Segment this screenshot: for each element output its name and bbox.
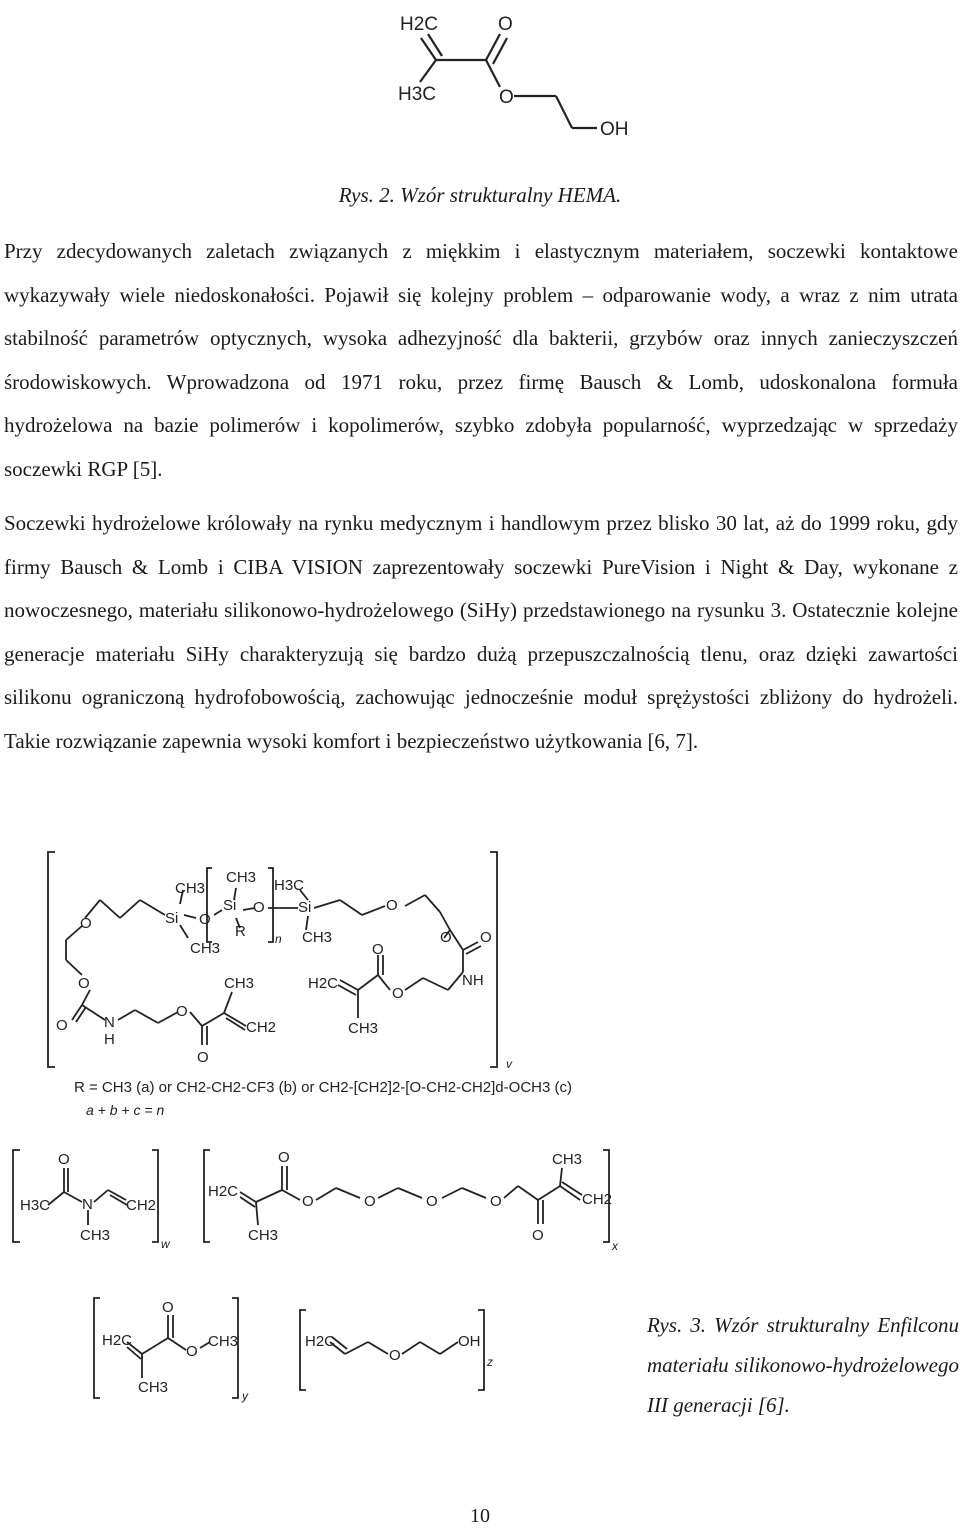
enf-o-label: O <box>389 1347 401 1364</box>
hema-h2c-label: H2C <box>400 14 439 35</box>
hema-structure <box>0 0 960 170</box>
enf-nh-label: NH <box>462 972 484 989</box>
enf-si-label: Si <box>298 899 312 916</box>
enf-ch3-label: CH3 <box>208 1333 239 1350</box>
enf-o-label: O <box>78 975 90 992</box>
enf-ch3-label: CH3 <box>175 880 206 897</box>
enf-h3c-label: H3C <box>20 1197 51 1214</box>
enf-r-label: R <box>235 923 246 940</box>
enf-h3c-label: H3C <box>274 877 305 894</box>
enf-oh-label: OH <box>458 1333 481 1350</box>
enf-subscript-v: v <box>506 1057 512 1071</box>
enf-ch2-label: CH2 <box>246 1019 277 1036</box>
enf-ch3-label: CH3 <box>224 975 255 992</box>
enf-o-label: O <box>80 915 92 932</box>
enf-subscript-w: w <box>161 1237 170 1251</box>
enf-ch3-label: CH3 <box>348 1020 379 1037</box>
enf-subscript-x: x <box>612 1239 618 1253</box>
enf-o-label: O <box>372 941 384 958</box>
enf-legend-line-1: R = CH3 (a) or CH2-CH2-CF3 (b) or CH2-[CH2]2-[O-CH2-CH2]d-OCH3 (c) <box>74 1079 572 1096</box>
page-number: 10 <box>470 1505 490 1527</box>
enf-si-label: Si <box>223 897 237 914</box>
figure-2-caption: Rys. 2. Wzór strukturalny HEMA. <box>338 183 622 207</box>
enf-o-label: O <box>197 1049 209 1066</box>
enf-ch3-label: CH3 <box>80 1227 111 1244</box>
enf-ch3-label: CH3 <box>226 869 257 886</box>
enf-o-label: O <box>440 929 452 946</box>
figure-3-caption: Rys. 3. Wzór strukturalny Enfilconu materiału silikonowo-hydrożelowego III generacji [6]. <box>647 1313 959 1417</box>
enf-ch2-label: CH2 <box>582 1191 613 1208</box>
enf-ch2-label: CH2 <box>126 1197 157 1214</box>
enf-legend-line-2: a + b + c = n <box>86 1102 165 1118</box>
enf-ch3-label: CH3 <box>248 1227 279 1244</box>
enf-o-label: O <box>278 1149 290 1166</box>
enf-n-label: N <box>82 1196 93 1213</box>
enf-o-label: O <box>532 1227 544 1244</box>
enf-h2c-label: H2C <box>102 1332 133 1349</box>
enf-o-label: O <box>176 1003 188 1020</box>
enf-o-label: O <box>162 1299 174 1316</box>
enf-h2c-label: H2C <box>305 1333 336 1350</box>
enf-n-label: N <box>104 1014 115 1031</box>
enf-o-label: O <box>364 1193 376 1210</box>
enf-o-label: O <box>199 911 211 928</box>
enf-o-label: O <box>56 1017 68 1034</box>
hema-carbonyl-o-label: O <box>498 14 513 35</box>
enf-o-label: O <box>392 985 404 1002</box>
hema-oh-label: OH <box>600 119 629 140</box>
enf-o-label: O <box>490 1193 502 1210</box>
enf-o-label: O <box>58 1151 70 1168</box>
enf-o-label: O <box>186 1343 198 1360</box>
enf-si-label: Si <box>165 910 179 927</box>
enf-o-label: O <box>302 1193 314 1210</box>
enf-o-label: O <box>253 899 265 916</box>
enf-subscript-n: n <box>275 932 282 946</box>
enf-ch3-label: CH3 <box>138 1379 169 1396</box>
enf-h2c-label: H2C <box>208 1183 239 1200</box>
enf-ch3-label: CH3 <box>302 929 333 946</box>
paragraph-2: Soczewki hydrożelowe królowały na rynku medycznym i handlowym przez blisko 30 lat, aż do 1999 roku, gdy firmy Bausch & Lomb i CIBA VISION zaprezentowały soczewki PureVision i Night & Day, wykonane z nowoczesnego, materiału silikonowo-hydrożelowego (SiHy) przedstawionego na rysunku 3. Ostatecznie kolejne generacje materiału SiHy charakteryzują się bardzo dużą przepuszczalnością tlenu, oraz dzięki zawartości silikonu ograniczoną hydrofobowością, zachowując jednocześnie moduł sprężystości zbliżony do hydrożeli. Takie rozwiązanie zapewnia wysoki komfort i bezpieczeństwo użytkowania [6, 7]. <box>4 511 958 753</box>
enf-o-label: O <box>480 929 492 946</box>
hema-ester-o-label: O <box>499 87 514 108</box>
paragraph-1: Przy zdecydowanych zaletach związanych z miękkim i elastycznym materiałem, soczewki kontaktowe wykazywały wiele niedoskonałości. Pojawił się kolejny problem – odparowanie wody, a wraz z nim utrata stabilność parametrów optycznych, wysoka adhezyjność dla bakterii, grzybów oraz innych zanieczyszczeń środowiskowych. Wprowadzona od 1971 roku, przez firmę Bausch & Lomb, udoskonalona formuła hydrożelowa na bazie polimerów i kopolimerów, szybko zdobyła popularność, wyprzedzając w sprzedaży soczewki RGP [5]. <box>4 239 958 481</box>
enf-subscript-z: z <box>487 1355 493 1369</box>
hema-h3c-label: H3C <box>398 84 437 105</box>
enf-h-label: H <box>104 1031 115 1048</box>
enf-ch3-label: CH3 <box>552 1151 583 1168</box>
enf-ch3-label: CH3 <box>190 940 221 957</box>
enf-h2c-label: H2C <box>308 975 339 992</box>
enf-o-label: O <box>386 897 398 914</box>
enf-subscript-y: y <box>242 1389 248 1403</box>
enf-o-label: O <box>426 1193 438 1210</box>
